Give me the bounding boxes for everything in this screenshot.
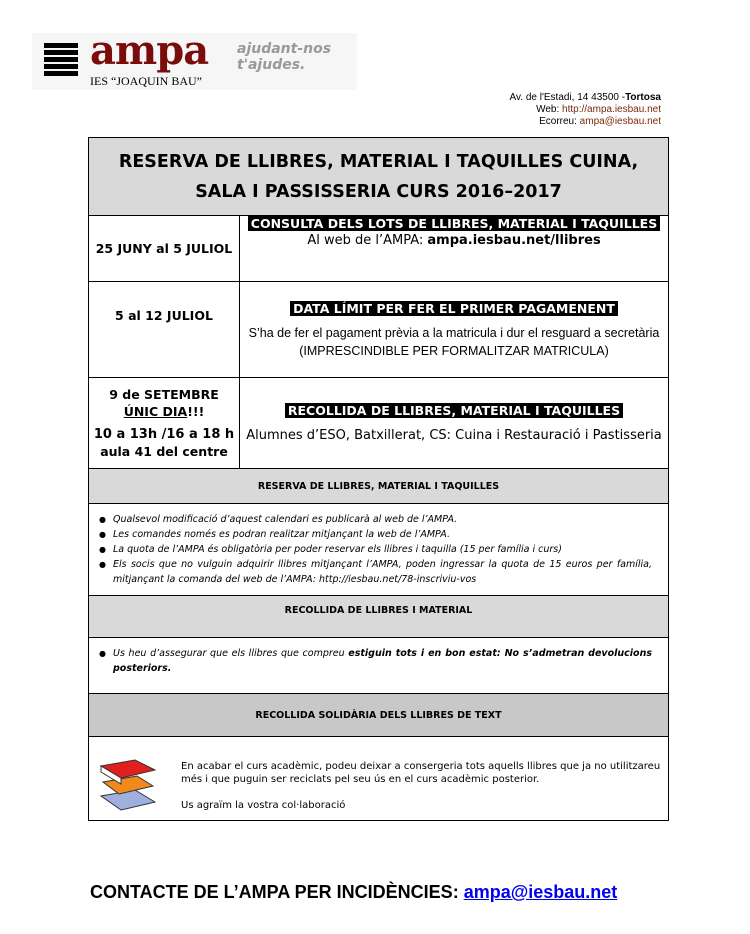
collection-notes: ● Us heu d’assegurar que els llibres que compreu estiguin tots i en bon estat: No s’admetran devolucions posteriors.: [89, 638, 668, 684]
schedule-table: RESERVA DE LLIBRES, MATERIAL I TAQUILLES CUINA, SALA I PASSISSERIA CURS 2016–2017 25 JUNY al 5 JULIOL CONSULTA DELS LOTS DE LLIBRES, MATERIAL I TAQUILLES Al web de l’AMPA: ampa.iesbau.net/llibres 5 al 12 JULIOL DATA LÍMIT PER FER EL PRIMER PAGAMENENT S’ha de fer el pagament prèvia a la matricula i dur el resguard a secretària (IMPRESCINDIBLE PER FORMALITZAR MATRICULA) 9 de SETEMBRE ÚNIC DIA!!! 10 a 13h /16 a 18 h aula 41 del centre RECOLLIDA DE LLIBRES, MATERIAL I TAQUILLES Alumnes d’ESO, Batxillerat, CS: Cuina i Restauració i Pastisseria RESERVA DE LLIBRES, MATERIAL I TAQUILLES ● Qualsevol modificació d’aquest calendari es publicarà al web de l’AMPA. ● Les comandes només es podran realitzar mitjançant la web de l’AMPA. ● La quota de l’AMPA és obligatòria per poder reservar els llibres i taquilla (15 per família i curs) ● Els socis que no vulguin adquirir llibres mitjançant l’AMPA, poden ingressar la quota de 15 euros per família, mitjançant la comanda del web de l’AMPA: http://iesbau.net/78-inscriviu-vos RECOLLIDA DE LLIBRES I MATERIAL ● Us heu d’assegurar que els llibres que compreu estiguin tots i en bon estat: No s’admetran devolucions posteriors. RECOLLIDA SOLIDÀRIA DELS LLIBRES DE TEXT En acabar el curs acadèmic, podeu deixar a consergeria tots aquells llibres que ja no utilitzareu més i que puguin ser reciclats pel seu ús en el curs acadèmic posterior. Us agraïm la vostra col·laboració: [88, 137, 669, 821]
date-cell: 9 de SETEMBRE ÚNIC DIA!!! 10 a 13h /16 a 18 h aula 41 del centre: [89, 378, 240, 469]
page-title: RESERVA DE LLIBRES, MATERIAL I TAQUILLES CUINA, SALA I PASSISSERIA CURS 2016–2017: [89, 138, 669, 216]
logo-subtitle: IES “JOAQUIN BAU”: [90, 74, 202, 88]
slogan: ajudant-nos t'ajudes.: [237, 41, 332, 73]
reservation-notes: ● Qualsevol modificació d’aquest calendari es publicarà al web de l’AMPA. ● Les comandes només es podran realitzar mitjançant la web de l’AMPA. ● La quota de l’AMPA és obligatòria per poder reservar els llibres i taquilla (15 per família i curs) ● Els socis que no vulguin adquirir llibres mitjançant l’AMPA, poden ingressar la quota de 15 euros per família, mitjançant la comanda del web de l’AMPA: http://iesbau.net/78-inscriviu-vos: [89, 504, 668, 595]
section-header: RECOLLIDA DE LLIBRES I MATERIAL: [89, 596, 669, 638]
ampa-logo: [32, 27, 357, 90]
row-heading: RECOLLIDA DE LLIBRES, MATERIAL I TAQUILLES: [285, 403, 623, 418]
section-header: RESERVA DE LLIBRES, MATERIAL I TAQUILLES: [89, 469, 669, 504]
row-heading: DATA LÍMIT PER FER EL PRIMER PAGAMENENT: [290, 301, 618, 316]
thanks-text: Us agraïm la vostra col·laboració: [181, 799, 346, 811]
email-link[interactable]: ampa@iesbau.net: [579, 116, 661, 127]
books-icon: [97, 752, 161, 812]
contact-email-link[interactable]: ampa@iesbau.net: [463, 882, 618, 902]
books-stack-icon: [44, 43, 78, 78]
section-header: RECOLLIDA SOLIDÀRIA DELS LLIBRES DE TEXT: [89, 694, 669, 737]
web-link[interactable]: http://ampa.iesbau.net: [562, 104, 661, 115]
solidarity-text: En acabar el curs acadèmic, podeu deixar a consergeria tots aquells llibres que ja no utilitzareu més i que puguin ser reciclats pel seu ús en el curs acadèmic posterior.: [181, 760, 661, 785]
date-cell: 25 JUNY al 5 JULIOL: [89, 216, 240, 282]
row-heading: CONSULTA DELS LOTS DE LLIBRES, MATERIAL I TAQUILLES: [248, 216, 660, 231]
address-block: Av. de l'Estadi, 14 43500 -Tortosa Web: http://ampa.iesbau.net Ecorreu: ampa@iesbau.net: [509, 92, 661, 127]
date-cell: 5 al 12 JULIOL: [89, 282, 240, 378]
logo-text: ampa: [90, 27, 209, 74]
contact-footer: CONTACTE DE L’AMPA PER INCIDÈNCIES: ampa@iesbau.net: [90, 882, 618, 902]
lots-link[interactable]: ampa.iesbau.net/llibres: [427, 233, 601, 248]
